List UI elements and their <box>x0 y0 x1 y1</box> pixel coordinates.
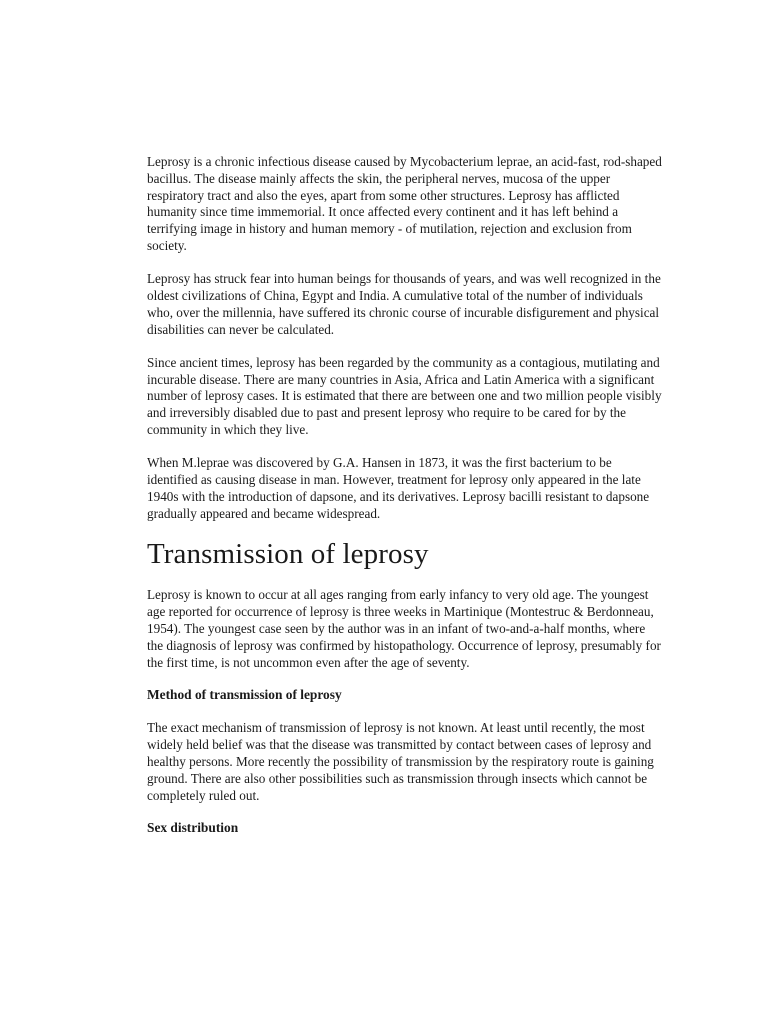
intro-paragraph-2: Leprosy has struck fear into human beings for thousands of years, and was well recognized in the oldest civilizations of China, Egypt and India. A cumulative total of the number of individuals who, over the millennia, have suffered its chronic course of incurable disfigurement and physical disabilities can never be calculated. <box>147 271 661 337</box>
intro-paragraph-4: When M.leprae was discovered by G.A. Hansen in 1873, it was the first bacterium to be identified as causing disease in man. However, treatment for leprosy only appeared in the late 1940s with the introduction of dapsone, and its derivatives. Leprosy bacilli resistant to dapsone gradually appeared and became widespread. <box>147 455 650 521</box>
transmission-paragraph: Leprosy is known to occur at all ages ranging from early infancy to very old age. The youngest age reported for occurrence of leprosy is three weeks in Martinique (Montestruc & Berdonneau, 1954). The youngest case seen by the author was in an infant of two-and-a-half months, where the diagnosis of leprosy was confirmed by histopathology. Occurrence of leprosy, presumably for the first time, is not uncommon even after the age of seventy. <box>147 587 661 670</box>
subheading-sex-distribution: Sex distribution <box>147 820 239 836</box>
method-paragraph: The exact mechanism of transmission of leprosy is not known. At least until recently, the most widely held belief was that the disease was transmitted by contact between cases of leprosy and healthy persons. More recently the possibility of transmission by the respiratory route is gaining ground. There are also other possibilities such as transmission through insects which cannot be completely ruled out. <box>147 720 654 803</box>
intro-paragraph-3: Since ancient times, leprosy has been regarded by the community as a contagious, mutilating and incurable disease. There are many countries in Asia, Africa and Latin America with a significant number of leprosy cases. It is estimated that there are between one and two million people visibly and irreversibly disabled due to past and present leprosy who require to be cared for by the community in which they live. <box>147 354 662 437</box>
subheading-method-of-transmission: Method of transmission of leprosy <box>147 687 342 703</box>
section-heading-transmission: Transmission of leprosy <box>147 538 429 571</box>
intro-paragraph-1: Leprosy is a chronic infectious disease caused by Mycobacterium leprae, an acid-fast, rod-shaped bacillus. The disease mainly affects the skin, the peripheral nerves, mucosa of the upper respiratory tract and also the eyes, apart from some other structures. Leprosy has afflicted humanity since time immemorial. It once affected every continent and it has left behind a terrifying image in history and human memory - of mutilation, rejection and exclusion from society. <box>147 154 662 253</box>
document-page <box>147 154 662 837</box>
